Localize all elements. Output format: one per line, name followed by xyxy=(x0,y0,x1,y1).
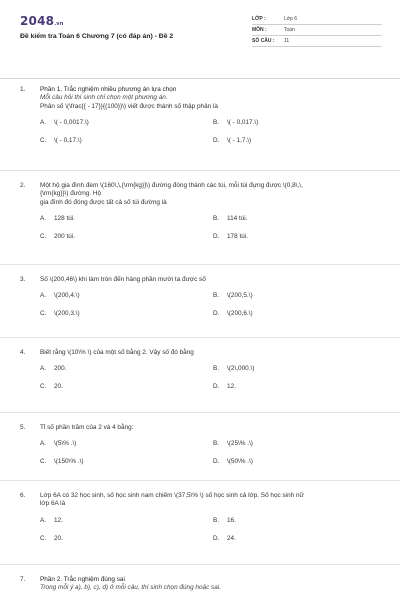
option-text: 178 túi. xyxy=(227,233,248,241)
question-separator xyxy=(0,412,400,413)
meta-value: Lớp 6 xyxy=(284,16,298,22)
question-2 xyxy=(0,182,400,240)
answer-options xyxy=(40,292,380,317)
option-text: 128 túi. xyxy=(54,215,75,223)
option-label: B. xyxy=(213,440,220,448)
instruction-text: Trong mỗi ý a), b), c), d) ở mỗi câu, thí sinh chọn đúng hoặc sai. xyxy=(40,584,221,592)
meta-label: SỐ CÂU : xyxy=(252,38,275,44)
answer-option[interactable] xyxy=(213,119,363,126)
question-6 xyxy=(0,492,400,542)
question-line: {\rm{kg}}\) đường. Hộ xyxy=(40,190,102,198)
option-label: A. xyxy=(40,516,47,524)
option-label: C. xyxy=(40,310,47,318)
option-text: \(200,6.\) xyxy=(227,310,253,318)
question-7 xyxy=(0,576,400,593)
meta-value: Toán xyxy=(284,27,295,33)
option-text: 20. xyxy=(54,383,63,391)
question-text xyxy=(40,576,380,593)
logo-suffix: .vn xyxy=(54,21,64,27)
option-text: \( - 1,7.\) xyxy=(227,137,252,145)
question-text xyxy=(40,182,380,207)
option-label: A. xyxy=(40,365,47,373)
question-text xyxy=(40,349,380,357)
option-label: A. xyxy=(40,119,47,127)
option-label: A. xyxy=(40,440,47,448)
answer-options xyxy=(40,365,380,390)
answer-option[interactable] xyxy=(213,365,363,372)
question-number: 5. xyxy=(20,424,26,431)
question-number: 3. xyxy=(20,276,26,283)
question-line: gia đình đó đóng được tất cả số túi đường là xyxy=(40,198,167,206)
question-line: Một hộ gia đình đem \(160\,\,{\rm{kg}}\) đường đóng thành các túi, mỗi túi đựng được \(0,8\,\, xyxy=(40,182,303,189)
option-text: \( - 0,17.\) xyxy=(54,137,82,145)
answer-option[interactable] xyxy=(40,233,213,240)
option-label: B. xyxy=(213,215,220,223)
option-label: D. xyxy=(213,233,220,241)
answer-option[interactable] xyxy=(213,517,363,524)
answer-option[interactable] xyxy=(213,233,363,240)
option-text: \(200,5.\) xyxy=(227,292,253,300)
page-header xyxy=(0,0,400,62)
option-text: 200 túi. xyxy=(54,233,75,241)
answer-option[interactable] xyxy=(213,458,363,465)
answer-options xyxy=(40,215,380,240)
option-label: B. xyxy=(213,292,220,300)
answer-option[interactable] xyxy=(40,517,213,524)
option-label: D. xyxy=(213,310,220,318)
question-number: 1. xyxy=(20,86,26,93)
option-text: 24. xyxy=(227,534,236,542)
answer-option[interactable] xyxy=(213,292,363,299)
meta-value: 11 xyxy=(284,38,290,44)
option-text: \( - 0,017.\) xyxy=(227,119,259,127)
option-text: \(25\% .\) xyxy=(227,440,253,448)
question-text xyxy=(40,276,380,284)
answer-option[interactable] xyxy=(213,310,363,317)
question-number: 2. xyxy=(20,182,26,189)
option-label: A. xyxy=(40,215,47,223)
answer-option[interactable] xyxy=(213,383,363,390)
meta-table xyxy=(252,14,382,47)
answer-option[interactable] xyxy=(40,292,213,299)
option-label: C. xyxy=(40,383,47,391)
option-text: \(2\,000.\) xyxy=(227,365,255,373)
document-title: Đề kiểm tra Toán 6 Chương 7 (có đáp án) - Đề 2 xyxy=(20,33,174,40)
answer-option[interactable] xyxy=(213,535,363,542)
answer-option[interactable] xyxy=(40,535,213,542)
meta-label: MÔN : xyxy=(252,27,267,33)
question-3 xyxy=(0,276,400,317)
option-label: D. xyxy=(213,137,220,145)
option-label: D. xyxy=(213,458,220,466)
question-1 xyxy=(0,86,400,144)
question-number: 7. xyxy=(20,576,26,583)
option-text: 12. xyxy=(227,383,236,391)
meta-label: LỚP : xyxy=(252,16,266,22)
answer-option[interactable] xyxy=(40,458,213,465)
answer-option[interactable] xyxy=(213,137,363,144)
option-label: A. xyxy=(40,292,47,300)
question-4 xyxy=(0,349,400,390)
answer-options xyxy=(40,517,380,542)
option-text: \( - 0,0017.\) xyxy=(54,119,89,127)
question-line: Lớp 6A có 32 học sinh, số học sinh nam chiếm \(37,5\% \) số học sinh cả lớp. Số học sinh nữ xyxy=(40,492,304,499)
option-text: 114 túi. xyxy=(227,215,248,223)
option-text: 12. xyxy=(54,516,63,524)
question-separator xyxy=(0,337,400,338)
answer-option[interactable] xyxy=(40,383,213,390)
option-text: \(200,4.\) xyxy=(54,292,80,300)
option-text: \(200,3.\) xyxy=(54,310,80,318)
answer-option[interactable] xyxy=(40,215,213,222)
answer-option[interactable] xyxy=(40,310,213,317)
option-label: B. xyxy=(213,365,220,373)
option-label: B. xyxy=(213,516,220,524)
answer-option[interactable] xyxy=(213,440,363,447)
option-text: 20. xyxy=(54,534,63,542)
question-number: 6. xyxy=(20,492,26,499)
option-label: C. xyxy=(40,458,47,466)
option-label: C. xyxy=(40,137,47,145)
answer-options xyxy=(40,440,380,465)
option-label: C. xyxy=(40,534,47,542)
question-5 xyxy=(0,424,400,465)
header-divider xyxy=(0,78,400,79)
question-line: Tỉ số phần trăm của 2 và 4 bằng: xyxy=(40,424,134,431)
answer-option[interactable] xyxy=(40,137,213,144)
instruction-text: Mỗi câu hỏi thí sinh chỉ chọn một phương án. xyxy=(40,94,168,102)
question-line: Phân số \(\frac{{ - 17}}{{100}}\) viết được thành số thập phân là xyxy=(40,102,218,110)
question-separator xyxy=(0,170,400,171)
option-label: B. xyxy=(213,119,220,127)
option-label: D. xyxy=(213,534,220,542)
question-separator xyxy=(0,480,400,481)
option-text: 16. xyxy=(227,516,236,524)
option-label: C. xyxy=(40,233,47,241)
question-text xyxy=(40,492,380,509)
option-text: \(150\% .\) xyxy=(54,458,84,466)
meta-row-subject xyxy=(252,25,382,36)
question-line: Số \(200,46\) khi làm tròn đến hàng phần mười ta được số xyxy=(40,276,206,283)
question-line: Biết rằng \(10\% \) của một số bằng 2. Vậy số đó bằng xyxy=(40,349,194,356)
question-number: 4. xyxy=(20,349,26,356)
answer-options xyxy=(40,119,380,144)
answer-option[interactable] xyxy=(213,215,363,222)
meta-row-class xyxy=(252,14,382,25)
section-heading: Phần 2. Trắc nghiệm đúng sai xyxy=(40,576,125,583)
question-separator xyxy=(0,264,400,265)
question-line: lớp 6A là xyxy=(40,500,66,508)
answer-option[interactable] xyxy=(40,440,213,447)
question-text xyxy=(40,424,380,432)
meta-row-count xyxy=(252,36,382,47)
option-text: 200. xyxy=(54,365,67,373)
question-separator xyxy=(0,564,400,565)
section-heading: Phần 1. Trắc nghiệm nhiều phương án lựa chọn xyxy=(40,86,177,93)
option-label: D. xyxy=(213,383,220,391)
logo-main: 2048 xyxy=(20,14,55,28)
answer-option[interactable] xyxy=(40,365,213,372)
answer-option[interactable] xyxy=(40,119,213,126)
option-text: \(5\% .\) xyxy=(54,440,77,448)
question-text xyxy=(40,86,380,111)
option-text: \(50\% .\) xyxy=(227,458,253,466)
